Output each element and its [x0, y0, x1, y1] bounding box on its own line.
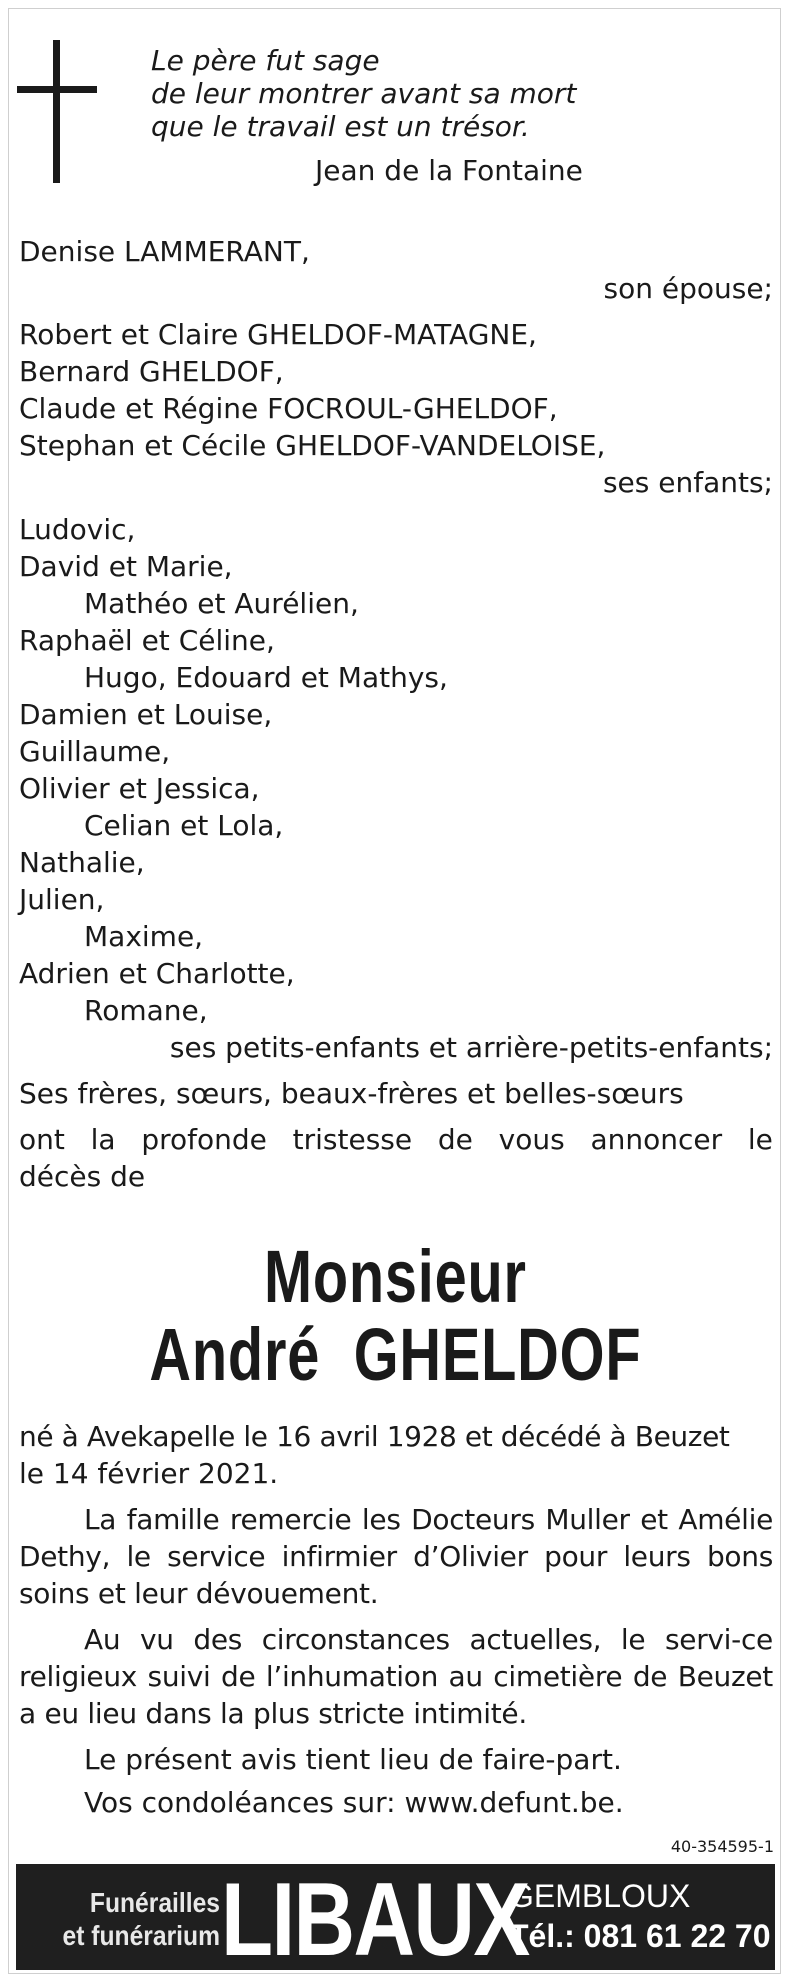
announcement-word: ont [19, 1123, 65, 1156]
quote-line: que le travail est un trésor. [151, 110, 530, 143]
child-name: Robert et Claire GHELDOF-MATAGNE, [19, 318, 537, 351]
banner-city: GEMBLOUX [509, 1878, 691, 1914]
banner-brand: LIBAUX [221, 1862, 529, 1978]
child-name: Bernard GHELDOF, [19, 355, 284, 388]
grandchild-name: David et Marie, [19, 550, 233, 583]
announcement-word: de [437, 1123, 473, 1156]
banner-line1: Funérailles [89, 1887, 220, 1918]
banner-services [56, 1886, 220, 1952]
child-name: Stephan et Cécile GHELDOF-VANDELOISE, [19, 429, 606, 462]
birth-death-line: né à Avekapelle le 16 avril 1928 et décédé à Beuzet [19, 1420, 730, 1453]
announcement [19, 1121, 773, 1195]
quote-author: Jean de la Fontaine [315, 154, 583, 187]
quote [151, 44, 576, 143]
grandchild-name: Raphaël et Céline, [19, 624, 275, 657]
announcement-word: la [90, 1123, 116, 1156]
banner-phone: Tél.: 081 61 22 70 [509, 1918, 771, 1954]
announcement-word: tristesse [292, 1123, 413, 1156]
greatgrandchild-name: Mathéo et Aurélien, [84, 587, 359, 620]
birth-death-line: le 14 février 2021. [19, 1457, 279, 1490]
grandchild-name: Julien, [19, 883, 105, 916]
announcement-line [19, 1121, 773, 1158]
announcement-word: le [747, 1123, 773, 1156]
announcement-word: vous [498, 1123, 565, 1156]
quote-line: de leur montrer avant sa mort [151, 77, 577, 110]
reference-number: 40-354595-1 [670, 1837, 774, 1856]
cross-icon [53, 40, 60, 183]
grandchild-name: Olivier et Jessica, [19, 772, 260, 805]
greatgrandchild-name: Celian et Lola, [84, 809, 284, 842]
condolences-line: Vos condoléances sur: www.defunt.be. [84, 1786, 624, 1819]
greatgrandchild-name: Hugo, Edouard et Mathys, [84, 661, 448, 694]
siblings-line: Ses frères, sœurs, beaux-frères et belles-sœurs [19, 1077, 684, 1110]
quote-line: Le père fut sage [151, 44, 380, 77]
deceased-title: Monsieur [263, 1235, 527, 1318]
announcement-word: annoncer [590, 1123, 723, 1156]
children-role: ses enfants; [602, 466, 773, 499]
greatgrandchild-name: Maxime, [84, 920, 204, 953]
grandchild-name: Adrien et Charlotte, [19, 957, 295, 990]
funeral-home-banner [16, 1862, 775, 1978]
child-name: Claude et Régine FOCROUL-GHELDOF, [19, 392, 558, 425]
thanks-paragraph: La famille remercie les Docteurs Muller et Amélie Dethy, le service infirmier d’Olivier pour leurs bons soins et leur dévouement. [19, 1503, 773, 1610]
grandchild-name: Ludovic, [19, 513, 136, 546]
grandchild-name: Nathalie, [19, 846, 145, 879]
grandchild-name: Damien et Louise, [19, 698, 273, 731]
announcement-word: profonde [141, 1123, 267, 1156]
announcement-line: décès de [19, 1160, 146, 1193]
deceased-name: André GHELDOF [149, 1313, 642, 1396]
spouse-role: son épouse; [603, 272, 773, 305]
circumstances-paragraph: Au vu des circonstances actuelles, le servi-ce religieux suivi de l’inhumation au cimetière de Beuzet a eu lieu dans la plus stricte intimité. [19, 1623, 773, 1730]
banner-line2: et funérarium [62, 1920, 221, 1951]
greatgrandchild-name: Romane, [84, 994, 208, 1027]
cross-icon-bar [17, 86, 97, 93]
spouse-name: Denise LAMMERANT, [19, 235, 310, 268]
notice-line: Le présent avis tient lieu de faire-part. [84, 1743, 622, 1776]
grandchildren-role: ses petits-enfants et arrière-petits-enfants; [169, 1031, 773, 1064]
grandchild-name: Guillaume, [19, 735, 171, 768]
